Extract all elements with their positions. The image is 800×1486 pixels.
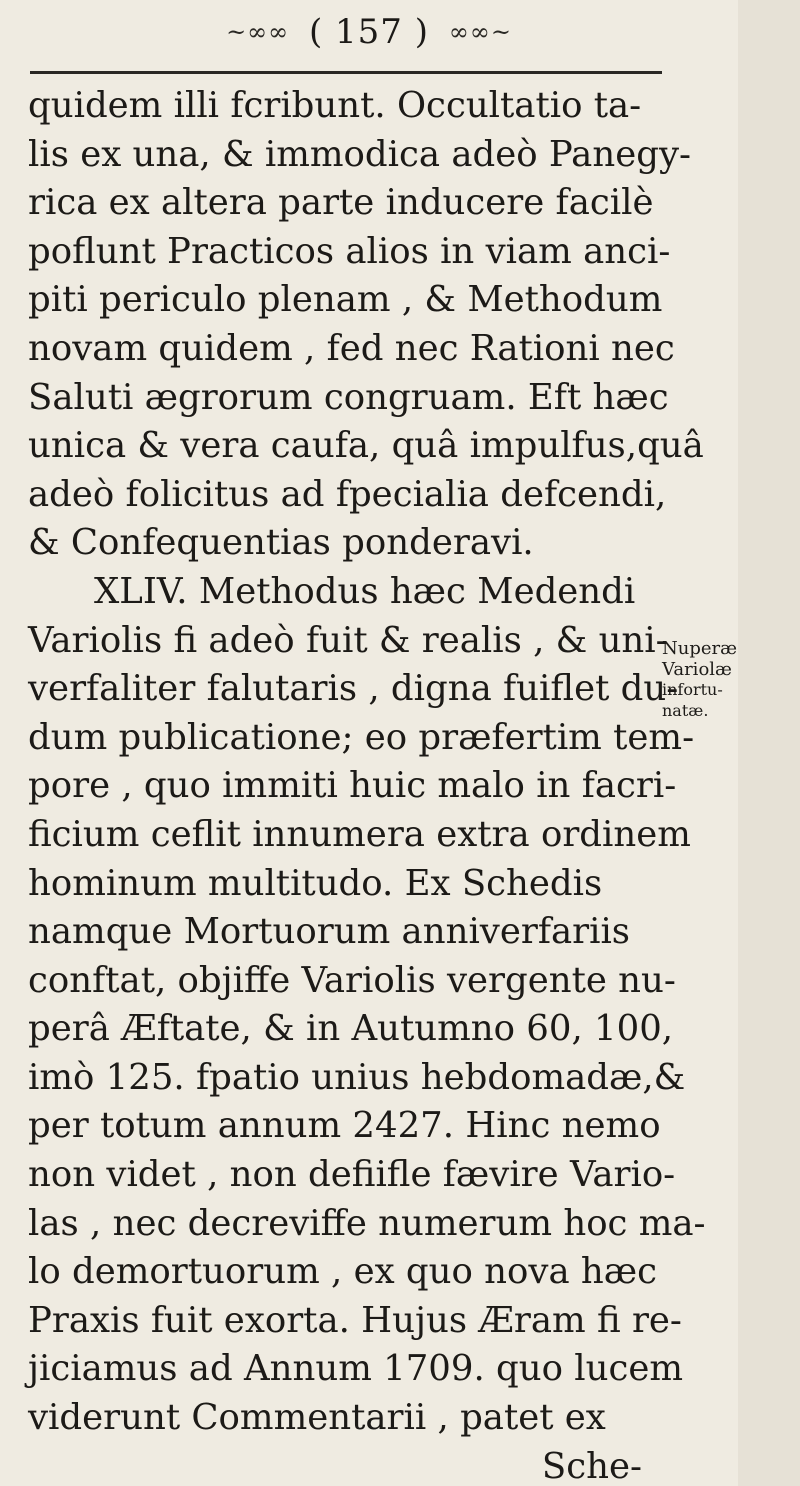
text-line: las , nec decreviffe numerum hoc ma- xyxy=(28,1202,706,1244)
text-line: Saluti ægrorum congruam. Eft hæc xyxy=(28,376,669,418)
text-line: & Confequentias ponderavi. xyxy=(28,522,534,564)
text-line: hominum multitudo. Ex Schedis xyxy=(28,862,603,904)
text-line: lis ex una, & immodica adeò Panegy- xyxy=(28,133,691,175)
text-line: lo demortuorum , ex quo nova hæc xyxy=(28,1251,658,1293)
text-line: Variolis fi adeò fuit & realis , & uni- xyxy=(28,619,668,661)
margin-note-line: infortu- xyxy=(662,680,723,699)
margin-note-line: Nuperæ xyxy=(662,638,738,659)
catchword: Sche- xyxy=(541,1445,642,1486)
running-header xyxy=(0,10,738,52)
text-line: adeò folicitus ad fpecialia defcendi, xyxy=(28,473,667,515)
text-line: rica ex altera parte inducere facilè xyxy=(28,182,654,224)
margin-note-line: Variolæ xyxy=(662,659,732,680)
text-line: imò 125. fpatio unius hebdomadæ,& xyxy=(28,1056,686,1098)
text-line: namque Mortuorum anniverfariis xyxy=(28,911,631,953)
text-line: pore , quo immiti huic malo in facri- xyxy=(28,765,677,807)
text-line: Praxis fuit exorta. Hujus Æram fi re- xyxy=(28,1299,682,1341)
text-line: conftat, objiffe Variolis vergente nu- xyxy=(28,959,676,1001)
header-rule xyxy=(30,71,662,74)
text-line: quidem illi fcribunt. Occultatio ta- xyxy=(28,85,642,126)
text-line: unica & vera caufa, quâ impulfus,quâ xyxy=(28,425,704,467)
margin-note xyxy=(662,638,738,722)
page-edge xyxy=(738,0,800,1486)
page-number: ( 157 ) xyxy=(308,12,430,52)
margin-note-line: natæ. xyxy=(662,701,709,720)
text-line: non videt , non defiifle fævire Vario- xyxy=(28,1154,676,1196)
ornament-left-icon: ~∞∞ xyxy=(226,18,290,46)
text-line: verfaliter falutaris , digna fuiflet du- xyxy=(28,668,679,710)
text-line: ficium ceflit innumera extra ordinem xyxy=(28,813,691,855)
section-heading-line: XLIV. Methodus hæc Medendi xyxy=(94,570,636,612)
ornament-right-icon: ∞∞~ xyxy=(448,18,512,46)
text-line: per totum annum 2427. Hinc nemo xyxy=(28,1105,661,1147)
text-line: poflunt Practicos alios in viam anci- xyxy=(28,230,671,272)
text-line: piti periculo plenam , & Methodum xyxy=(28,279,663,321)
text-line: jiciamus ad Annum 1709. quo lucem xyxy=(28,1348,684,1390)
text-line: novam quidem , fed nec Rationi nec xyxy=(28,327,675,369)
text-line: perâ Æftate, & in Autumno 60, 100, xyxy=(28,1008,674,1050)
text-line: viderunt Commentarii , patet ex xyxy=(28,1397,606,1439)
text-line: dum publicatione; eo præfertim tem- xyxy=(28,716,695,758)
